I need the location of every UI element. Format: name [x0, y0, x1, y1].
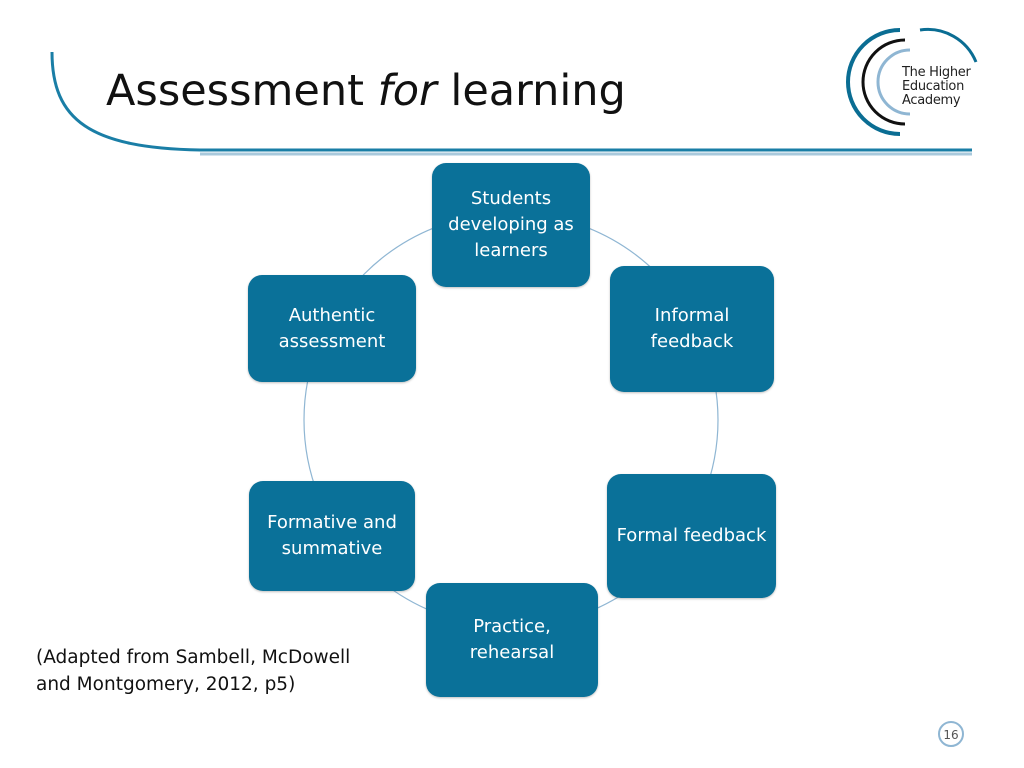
- cycle-node-practice-rehearsal: Practice, rehearsal: [426, 583, 598, 697]
- logo-line-3: Academy: [902, 93, 961, 108]
- slide-title: [106, 66, 626, 116]
- hea-logo: [902, 66, 982, 108]
- logo-line-1: The Higher: [902, 65, 971, 80]
- cycle-node-informal-feedback: Informal feedback: [610, 266, 774, 392]
- title-text-italic: for: [377, 66, 437, 116]
- title-text-end: learning: [436, 66, 626, 116]
- cycle-node-formal-feedback: Formal feedback: [607, 474, 776, 598]
- page-number: 16: [943, 728, 959, 742]
- logo-line-2: Education: [902, 79, 965, 94]
- cycle-node-students-developing: Students developing as learners: [432, 163, 590, 287]
- cycle-node-authentic-assessment: Authentic assessment: [248, 275, 416, 382]
- cycle-node-formative-summative: Formative and summative: [249, 481, 415, 591]
- title-text-start: Assessment: [106, 66, 378, 116]
- citation-text: (Adapted from Sambell, McDowell and Montgomery, 2012, p5): [36, 647, 351, 695]
